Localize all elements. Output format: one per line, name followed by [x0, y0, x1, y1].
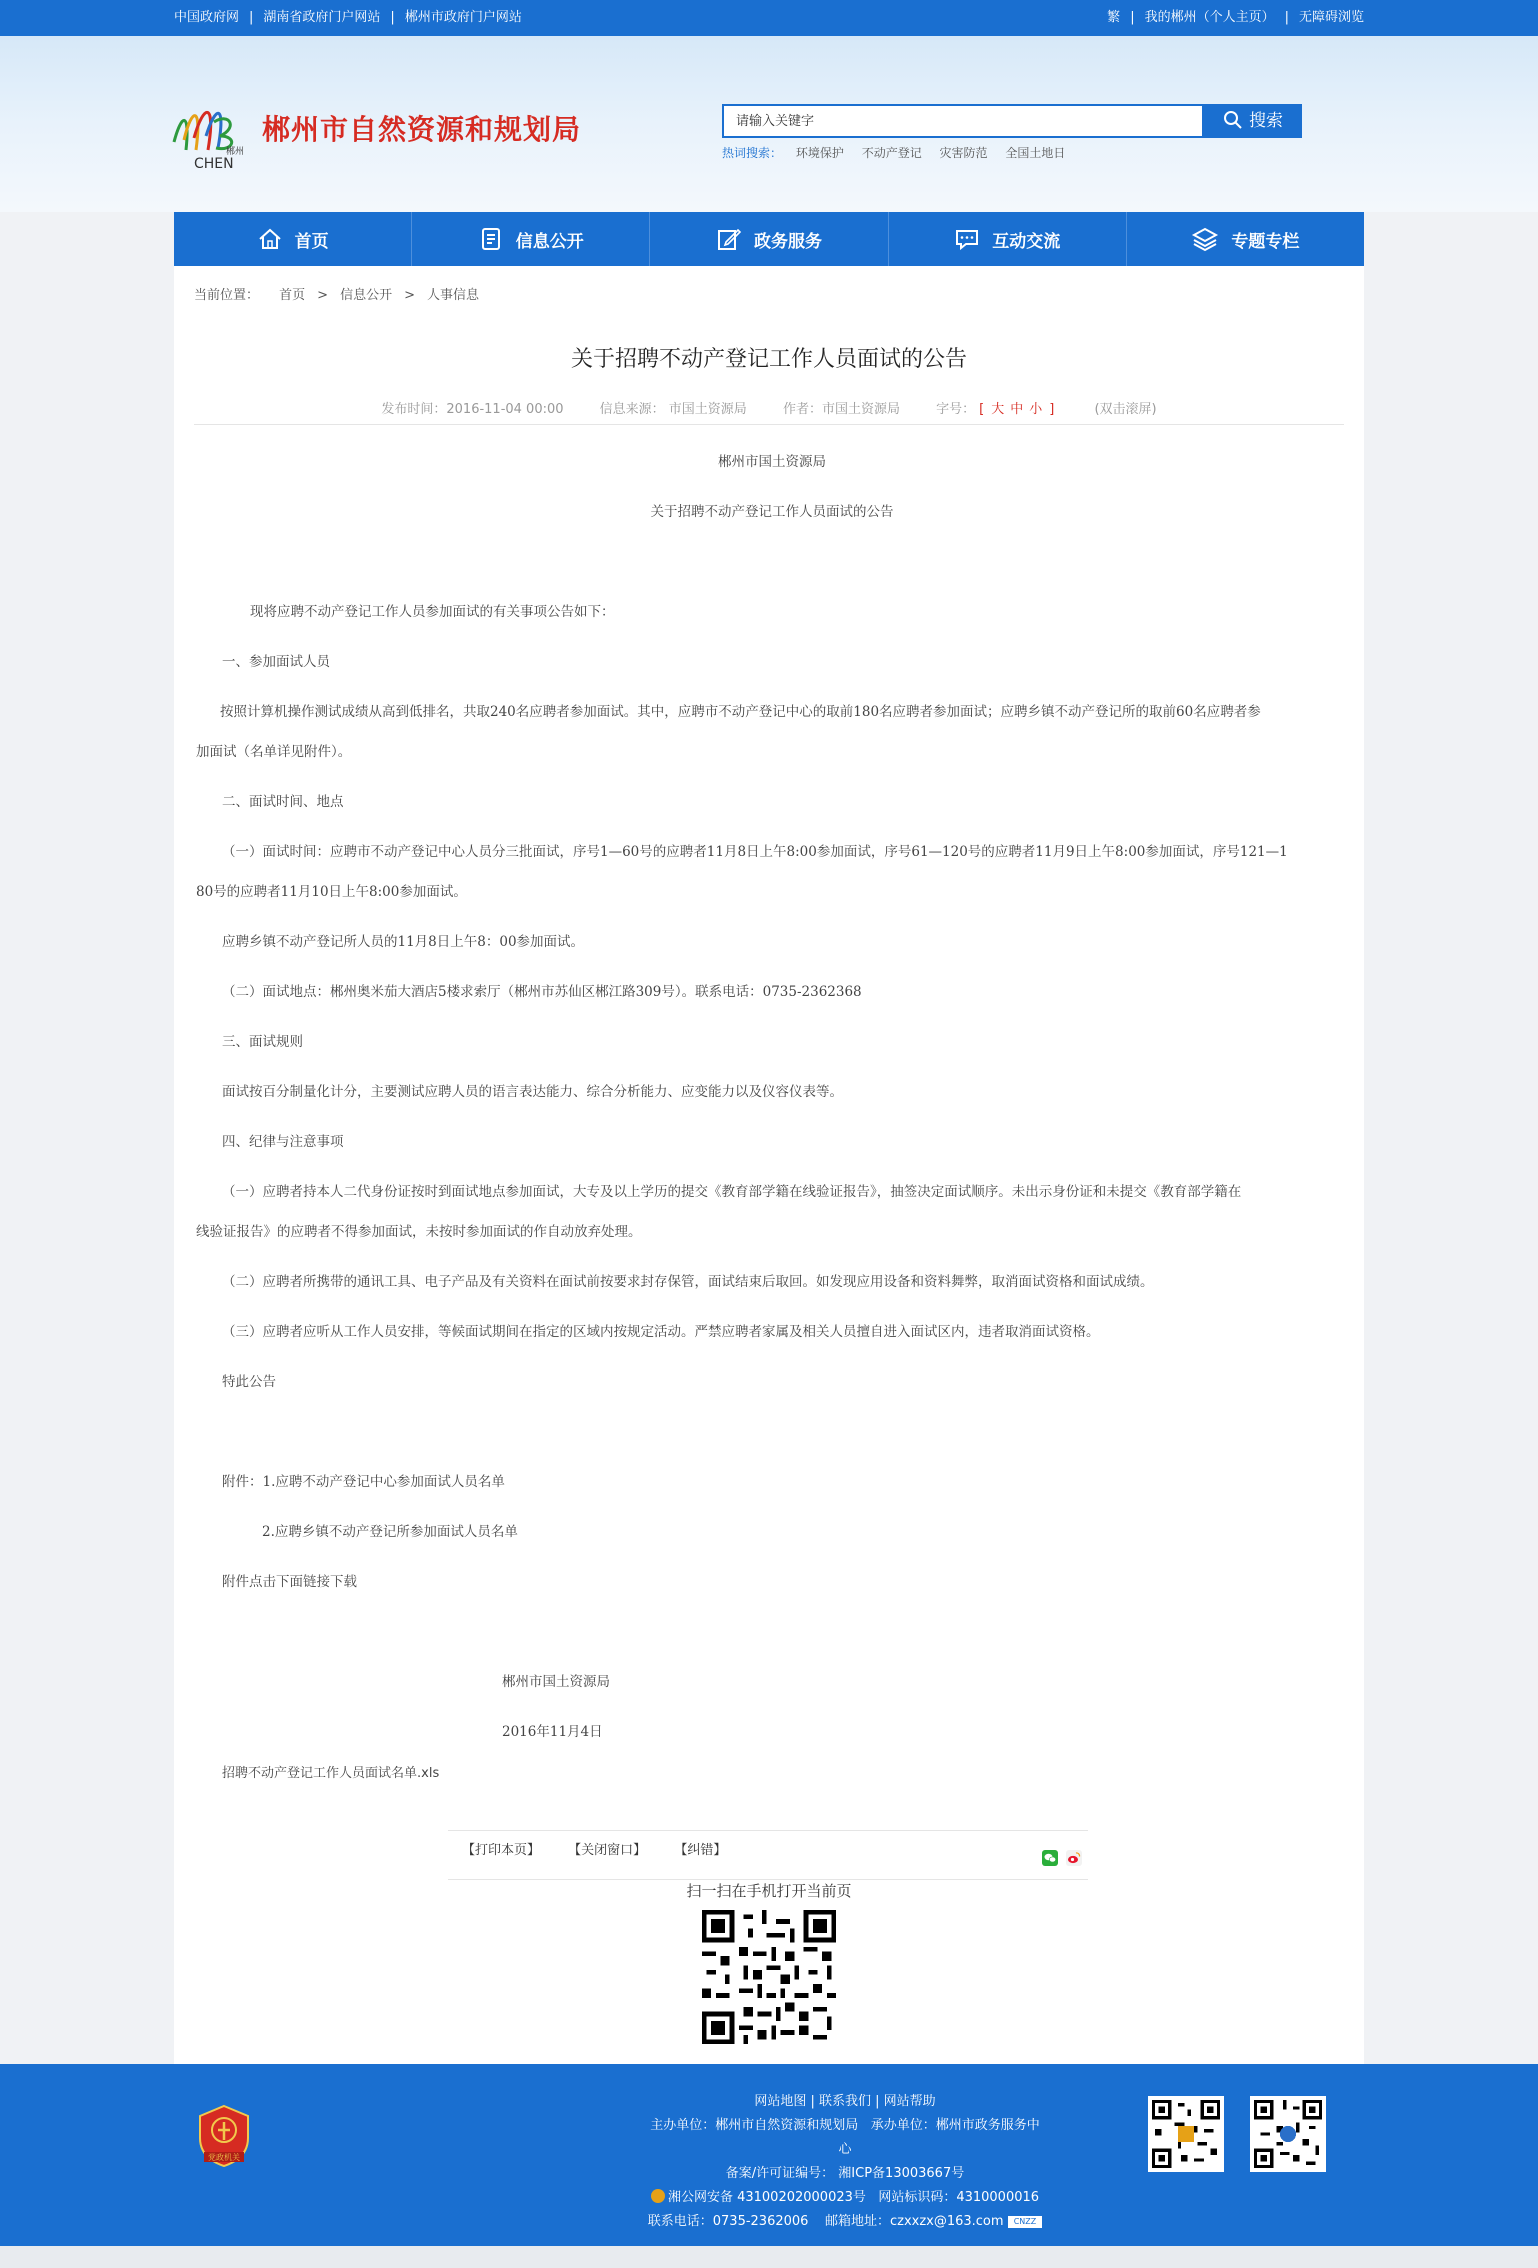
share-buttons [1042, 1843, 1082, 1883]
article-paragraph: 2.应聘乡镇不动产登记所参加面试人员名单 [262, 1524, 518, 1540]
top-links-left: 中国政府网 | 湖南省政府门户网站 | 郴州市政府门户网站 [174, 10, 522, 25]
article-paragraph: 附件点击下面链接下载 [222, 1574, 357, 1590]
chat-icon [954, 226, 980, 252]
font-size-medium[interactable]: 中 [1010, 402, 1024, 417]
article-paragraph: 特此公告 [222, 1374, 276, 1390]
article-paragraph: 按照计算机操作测试成绩从高到低排名，共取240名应聘者参加面试。其中，应聘市不动产登记中心的取前180名应聘者参加面试；应聘乡镇不动产登记所的取前60名应聘者参 [220, 704, 1261, 720]
site-title: 郴州市自然资源和规划局 [262, 113, 582, 146]
breadcrumb: 当前位置： 首页 > 信息公开 > 人事信息 [194, 288, 480, 303]
nav-item-interaction[interactable] [889, 212, 1127, 266]
nav-label: 专题专栏 [1231, 231, 1300, 252]
top-links-right: 繁 | 我的郴州（个人主页） | 无障碍浏览 [1107, 10, 1364, 25]
article-paragraph: （三）应聘者应听从工作人员安排，等候面试期间在指定的区域内按规定活动。严禁应聘者家属及相关人员擅自进入面试区内，违者取消面试资格。 [222, 1324, 1100, 1340]
nav-label: 信息公开 [515, 231, 584, 252]
hot-word[interactable]: 全国土地日 [1005, 146, 1066, 160]
article-paragraph: 80号的应聘者11月10日上午8:00参加面试。 [196, 884, 467, 900]
article-paragraph: 郴州市国土资源局 [502, 1674, 610, 1690]
link-accessibility[interactable]: 无障碍浏览 [1298, 10, 1364, 25]
print-link[interactable]: 【打印本页】 [462, 1843, 541, 1858]
article-meta [174, 398, 1364, 417]
hot-search [722, 144, 1079, 161]
footer-police-line [580, 2186, 1110, 2210]
footer-info [580, 2090, 1110, 2234]
close-window-link[interactable]: 【关闭窗口】 [568, 1843, 647, 1858]
footer-undertake-wrap: 心 [838, 2142, 852, 2157]
article-author: 作者：市国土资源局 [782, 402, 900, 417]
double-click-scroll[interactable]: (双击滚屏) [1094, 402, 1157, 417]
font-size-large[interactable]: 大 [991, 402, 1005, 417]
link-traditional[interactable]: 繁 [1107, 10, 1121, 25]
emblem-text: 党政机关 [208, 2153, 240, 2162]
bracket-open: [ [979, 402, 985, 417]
article-paragraph: 面试按百分制量化计分，主要测试应聘人员的语言表达能力、综合分析能力、应变能力以及仪容仪表等。 [222, 1084, 843, 1100]
breadcrumb-item[interactable]: 信息公开 [340, 288, 393, 303]
weibo-icon[interactable] [1066, 1850, 1082, 1866]
footer-nav-links[interactable]: 网站地图 | 联系我们 | 网站帮助 [754, 2094, 936, 2109]
article-paragraph: 一、参加面试人员 [222, 654, 330, 670]
article-paragraph: 二、面试时间、地点 [222, 794, 344, 810]
qr-caption: 扫一扫在手机打开当前页 [686, 1882, 852, 1900]
bracket-close: ] [1049, 402, 1055, 417]
wechat-icon[interactable] [1042, 1850, 1058, 1866]
article-title: 关于招聘不动产登记工作人员面试的公告 [570, 347, 967, 372]
article-paragraph: （一）面试时间：应聘市不动产登记中心人员分三批面试，序号1—60号的应聘者11月8日上午8:00参加面试，序号61—120号的应聘者11月9日上午8:00参加面试，序号121—1 [222, 844, 1288, 860]
nav-item-special[interactable] [1127, 212, 1364, 266]
article-toolbar [448, 1830, 1088, 1880]
nav-label: 首页 [294, 231, 329, 252]
article-paragraph: 郴州市国土资源局 [718, 454, 826, 470]
search-button-label: 搜索 [1249, 111, 1283, 131]
article-paragraph: （二）应聘者所携带的通讯工具、电子产品及有关资料在面试前按要求封存保管，面试结束后取回。如发现应用设备和资料舞弊，取消面试资格和面试成绩。 [222, 1274, 1154, 1290]
site-logo[interactable] [168, 92, 258, 172]
footer-email: 邮箱地址：czxxzx@163.com [824, 2214, 1004, 2229]
top-bar [0, 0, 1538, 36]
edit-icon [716, 226, 742, 252]
page-qr-code [702, 1910, 836, 2044]
link-my-chenzhou[interactable]: 我的郴州（个人主页） [1144, 10, 1275, 25]
content-panel [174, 266, 1364, 2064]
attachment-link[interactable]: 招聘不动产登记工作人员面试名单.xls [222, 1766, 440, 1781]
footer-police[interactable]: 湘公网安备 43100202000023号 [667, 2190, 866, 2205]
article-paragraph: 现将应聘不动产登记工作人员参加面试的有关事项公告如下： [250, 604, 615, 620]
hot-search-label: 热词搜索： [722, 146, 783, 160]
nav-label: 互动交流 [992, 231, 1061, 252]
link-gov-chenzhou[interactable]: 郴州市政府门户网站 [404, 10, 522, 25]
report-error-link[interactable]: 【纠错】 [674, 1843, 727, 1858]
article-paragraph: （二）面试地点：郴州奥米茄大酒店5楼求索厅（郴州市苏仙区郴江路309号）。联系电话：0735-2362368 [222, 984, 862, 1000]
breadcrumb-item[interactable]: 首页 [279, 288, 306, 303]
nav-label: 政务服务 [754, 231, 822, 252]
font-size-label: 字号： [936, 402, 976, 417]
breadcrumb-label: 当前位置： [194, 288, 260, 303]
party-government-emblem[interactable] [196, 2104, 252, 2168]
footer-qr-code-right [1250, 2096, 1326, 2172]
footer-icp[interactable]: 备案/许可证编号： 湘ICP备13003667号 [725, 2166, 965, 2181]
main-nav [174, 212, 1364, 266]
layers-icon [1191, 226, 1219, 252]
logo-sub: CHEN [194, 156, 234, 172]
footer-host-line [580, 2114, 1110, 2138]
font-size-small[interactable]: 小 [1029, 402, 1043, 417]
hot-word[interactable]: 不动产登记 [861, 146, 922, 160]
footer-phone: 联系电话：0735-2362006 [647, 2214, 809, 2229]
article-paragraph: 加面试（名单详见附件）。 [196, 744, 352, 760]
footer-site-id: 网站标识码：4310000016 [878, 2190, 1040, 2205]
search-box [722, 104, 1204, 138]
search-input[interactable] [724, 106, 1202, 136]
article-paragraph: 应聘乡镇不动产登记所人员的11月8日上午8：00参加面试。 [222, 934, 585, 950]
footer-undertake: 承办单位：郴州市政务服务中 [870, 2118, 1040, 2133]
publish-time: 发布时间：2016-11-04 00:00 [381, 402, 564, 417]
search-button[interactable] [1204, 104, 1302, 138]
nav-item-service[interactable] [650, 212, 888, 266]
nav-item-info[interactable] [412, 212, 650, 266]
site-footer [0, 2064, 1538, 2246]
article-paragraph: 四、纪律与注意事项 [222, 1134, 344, 1150]
article-paragraph: 线验证报告》的应聘者不得参加面试，未按时参加面试的作自动放弃处理。 [196, 1224, 642, 1240]
article-paragraph: 附件：1.应聘不动产登记中心参加面试人员名单 [222, 1474, 505, 1490]
search-icon [1223, 110, 1243, 130]
link-gov-hunan[interactable]: 湖南省政府门户网站 [263, 10, 381, 25]
bottom-strip [0, 2246, 1538, 2268]
cnzz-badge[interactable]: CNZZ [1008, 2216, 1043, 2228]
footer-qr-code-left [1148, 2096, 1224, 2172]
info-source: 信息来源： 市国土资源局 [599, 402, 747, 417]
home-icon [257, 226, 283, 252]
article-paragraph: （一）应聘者持本人二代身份证按时到面试地点参加面试，大专及以上学历的提交《教育部学籍在线验证报告》，抽签决定面试顺序。未出示身份证和未提交《教育部学籍在 [222, 1184, 1242, 1200]
meta-divider [194, 424, 1344, 425]
police-badge-icon [651, 2189, 665, 2203]
font-size-control [936, 402, 1058, 417]
article-paragraph: 关于招聘不动产登记工作人员面试的公告 [650, 504, 894, 520]
nav-item-home[interactable] [174, 212, 412, 266]
hot-word[interactable]: 环境保护 [795, 146, 844, 160]
article-paragraph: 2016年11月4日 [502, 1724, 603, 1740]
document-icon [478, 226, 504, 252]
link-gov-china[interactable]: 中国政府网 [174, 10, 240, 25]
breadcrumb-item[interactable]: 人事信息 [427, 288, 480, 303]
footer-host: 主办单位：郴州市自然资源和规划局 [650, 2118, 859, 2133]
hot-word[interactable]: 灾害防范 [939, 146, 988, 160]
article-paragraph: 三、面试规则 [222, 1034, 303, 1050]
footer-contact-line [580, 2210, 1110, 2234]
logo-text: 郴州 [226, 147, 245, 157]
